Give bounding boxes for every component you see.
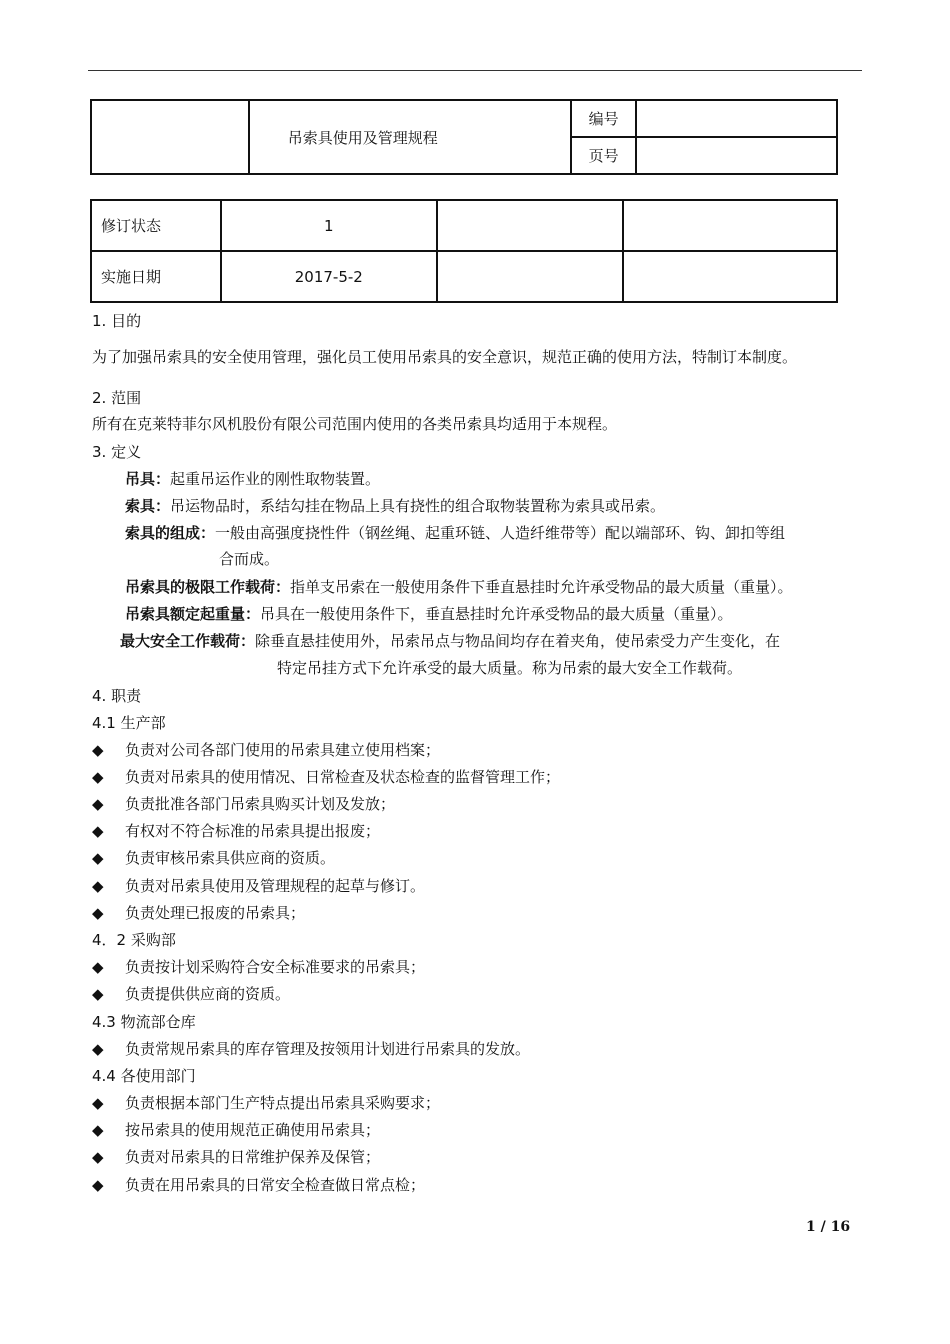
list-item: 负责在用吊索具的日常安全检查做日常点检； [125,1176,426,1194]
bullet-icon: ◆ [92,1094,104,1112]
list-item: 负责审核吊索具供应商的资质。 [125,849,336,867]
bullet-icon: ◆ [92,795,104,813]
bullet-icon: ◆ [92,1148,104,1166]
page-number: 1 / 16 [806,1219,851,1235]
document-title: 吊索具使用及管理规程 [249,100,571,174]
revision-status-label: 修订状态 [91,200,221,251]
definition-term: 最大安全工作载荷： [120,632,256,650]
section-2-text: 所有在克莱特菲尔风机股份有限公司范围内使用的各类吊索具均适用于本规程。 [92,415,618,433]
revision-table [90,199,838,303]
definition-rigging [125,496,665,516]
number-value [636,100,837,137]
list-item: 负责对吊索具的使用情况、日常检查及状态检查的监督管理工作； [125,768,561,786]
definition-text: 指单支吊索在一般使用条件下垂直悬挂时允许承受物品的最大质量（重量）。 [290,578,793,596]
definition-max-safe-load [120,631,780,651]
section-4-title: 4. 职责 [92,687,142,705]
bullet-icon: ◆ [92,849,104,867]
page-label: 页号 [571,137,636,174]
definition-text: 吊具在一般使用条件下，垂直悬挂时允许承受物品的最大质量（重量）。 [260,605,733,623]
definition-text: 吊运物品时，系结勾挂在物品上具有挠性的组合取物装置称为索具或吊索。 [170,497,666,515]
definition-term: 索具： [125,497,171,515]
bullet-icon: ◆ [92,904,104,922]
revision-status-value: 1 [221,200,436,251]
definition-working-load-limit [125,577,793,597]
definition-term: 吊具： [125,470,171,488]
definition-text-continued: 特定吊挂方式下允许承受的最大质量。称为吊索的最大安全工作载荷。 [277,659,743,677]
list-item: 负责批准各部门吊索具购买计划及发放； [125,795,396,813]
revision-empty-cell [623,251,837,302]
list-item: 负责对吊索具的日常维护保养及保管； [125,1148,381,1166]
bullet-icon: ◆ [92,1121,104,1139]
definition-text: 一般由高强度挠性件（钢丝绳、起重环链、人造纤维带等）配以端部环、钩、卸扣等组 [215,524,786,542]
subsection-4-1-title: 4.1 生产部 [92,714,166,732]
bullet-icon: ◆ [92,985,104,1003]
number-label: 编号 [571,100,636,137]
definition-term: 吊索具的极限工作载荷： [125,578,291,596]
logo-cell [91,100,249,174]
subsection-4-4-title: 4.4 各使用部门 [92,1067,196,1085]
subsection-4-2-title: 4．2 采购部 [92,931,176,949]
definition-lifting-device [125,469,380,489]
definition-term: 吊索具额定起重量： [125,605,261,623]
document-header-table [90,99,838,175]
list-item: 负责对吊索具使用及管理规程的起草与修订。 [125,877,426,895]
list-item: 负责根据本部门生产特点提出吊索具采购要求； [125,1094,441,1112]
bullet-icon: ◆ [92,822,104,840]
bullet-icon: ◆ [92,741,104,759]
bullet-icon: ◆ [92,1176,104,1194]
section-3-title: 3. 定义 [92,443,142,461]
page-value [636,137,837,174]
list-item: 按吊索具的使用规范正确使用吊索具； [125,1121,381,1139]
list-item: 负责常规吊索具的库存管理及按领用计划进行吊索具的发放。 [125,1040,531,1058]
revision-empty-cell [623,200,837,251]
list-item: 负责提供供应商的资质。 [125,985,291,1003]
list-item: 负责按计划采购符合安全标准要求的吊索具； [125,958,426,976]
list-item: 负责处理已报废的吊索具； [125,904,306,922]
header-rule [88,70,862,71]
definition-text: 除垂直悬挂使用外，吊索吊点与物品间均存在着夹角，使吊索受力产生变化，在 [255,632,781,650]
list-item: 有权对不符合标准的吊索具提出报废； [125,822,381,840]
bullet-icon: ◆ [92,877,104,895]
bullet-icon: ◆ [92,1040,104,1058]
definition-rigging-composition [125,523,785,543]
section-1-title: 1. 目的 [92,312,142,330]
effective-date-label: 实施日期 [91,251,221,302]
bullet-icon: ◆ [92,768,104,786]
list-item: 负责对公司各部门使用的吊索具建立使用档案； [125,741,441,759]
definition-text-continued: 合而成。 [219,550,280,568]
definition-rated-capacity [125,604,733,624]
bullet-icon: ◆ [92,958,104,976]
revision-empty-cell [437,251,623,302]
section-2-title: 2. 范围 [92,389,142,407]
subsection-4-3-title: 4.3 物流部仓库 [92,1013,196,1031]
effective-date-value: 2017-5-2 [221,251,436,302]
section-1-text: 为了加强吊索具的安全使用管理，强化员工使用吊索具的安全意识，规范正确的使用方法，特制订本制度。 [92,348,798,366]
definition-term: 索具的组成： [125,524,216,542]
revision-empty-cell [437,200,623,251]
definition-text: 起重吊运作业的刚性取物装置。 [170,470,381,488]
